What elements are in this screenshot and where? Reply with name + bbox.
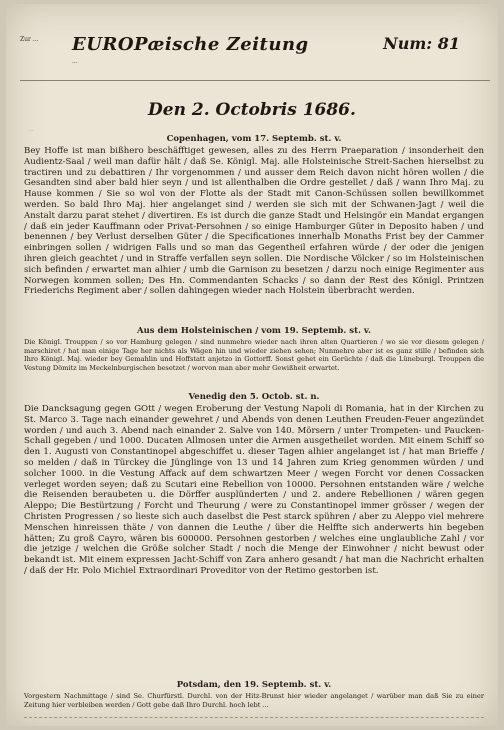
article-dateline: Aus dem Holsteinischen / vom 19. Septemb. st. v.	[137, 326, 371, 336]
issue-number: Num: 81	[383, 34, 460, 53]
article-copenhagen	[24, 134, 484, 297]
article-potsdam	[24, 680, 484, 709]
page-edge-rule	[24, 717, 484, 718]
newspaper-title: EUROPæische Zeitung	[72, 34, 309, 55]
article-text: Vorgestern Nachmittage / sind Se. Churfürstl. Durchl. von der Hitz-Brunst hier wieder angelanget / warüber man daß Sie zu einer Zeitung hier verbleiben werden / Gott gebe daß Ihro Durchl. hoch lebt ...	[24, 692, 484, 709]
article-text: Bey Hoffe ist man bißhero beschäfftiget gewesen, alles zu des Herrn Praeparation / insonderheit den Audientz-Saal / weil man dafür hält / daß Se. Königl. Maj. alle Holsteinische Streit-Sachen hierselbst zu tractiren und zu debattiren / Ihr vorgenommen / und ausser dem Reich davon nicht hören wollen / die Gesandten sind aber bald hier seyn / und ist allenthalben die Ordre gestellet / daß / wann Ihro Maj. zu Hause kommen / Sie so wol von der Flotte als der Stadt mit Canon-Schüssen sollen bewillkommet werden. So bald Ihro Maj. hier angelanget sind / werden sie sich mit der Schwanen-Jagt / weil die Anstalt darzu parat stehet / divertiren. Es ist durch die ganze Stadt und Helsingör ein Mandat ergangen / daß ein jeder Kauffmann oder Privat-Persohnen / so einige Hamburger Güter in Deposito haben / und benennen / bey Verlust derselben Güter / die Specificationes innerhalb Monaths Frist bey der Cammer einbringen sollen / widrigen Falls und so man das Gegentheil erfahren würde / der oder die jenigen ihren gleich geachtet / und in Straffe verfallen seyn sollen. Die Nordische Völcker / so im Holsteinischen sich befinden / erwartet man alhier / umb die Garnison zu besetzen / darzu noch einige Regimenter aus Norwegen kommen sollen; Des Hn. Commendanten Schacks / so dann der Rest des Königl. Printzen Friederichs Regiment aber / sollen dahingegen wieder nach Holstein überbracht werden.	[24, 146, 484, 297]
masthead-subline: ...	[72, 58, 78, 65]
article-dateline: Potsdam, den 19. Septemb. st. v.	[176, 680, 332, 690]
newspaper-page	[6, 4, 498, 726]
article-dateline: Copenhagen, vom 17. Septemb. st. v.	[166, 134, 342, 144]
article-venice	[24, 392, 484, 577]
article-text: Die Dancksagung gegen GOtt / wegen Eroberung der Vestung Napoli di Romania, hat in der Kirchen zu St. Marco 3. Tage nach einander gewehret / und Abends von denen Leuthen Freuden-Feuer angezündet worden / und auch 3. Abend nach einander 2. Salve von 140. Mörsern / unter Trompeten- und Paucken-Schall gegeben / und 1000. Ducaten Allmosen unter die Armen ausgetheilet worden. Mit einem Schiff so den 1. Augusti von Constantinopel abgeschiffet u. dieser Tagen alhier angelanget ist / hat man Brieffe / so melden / daß in Türckey die Jünglinge von 13 und 14 Jahren zum Krieg genommen würden / und solcher 1000. in die Vestung Affack auf dem schwartzen Meer / wegen Forcht vor denen Cossacken verleget worden seyen; daß zu Scutari eine Rebellion von 10000. Persohnen entstanden wäre / welche die Reisenden beraubeten u. die Dörffer ausplünderten / und 2. andere Rebellionen / wären gegen Aleppo; Die Bestürtzung / Forcht und Theurung / were zu Constantinopel immer grösser / wegen der Christen Progressen / so lieste sich auch daselbst die Pest starck spühren / aber zu Aleppo viel mehrere Menschen hinreissen thäte / von dannen die Leuthe / über die Helffte sich anderwerts hin begeben hätten; Zu groß Cayro, wären bis 600000. Persohnen gestorben / welches eine unglaubliche Zahl / vor die jetzige / welchen die Größe solcher Stadt / noch die Menge der Einwohner / nicht bewust oder bekandt ist. Mit einem expressen Jacht-Schiff von Zara anhero gesandt / hat man die Nachricht erhalten / daß der Hr. Polo Michiel Extraordinari Proveditor von der Retimo gestorben ist.	[24, 404, 484, 576]
article-dateline: Venedig den 5. Octob. st. n.	[188, 392, 320, 402]
masthead	[20, 34, 490, 81]
masthead-left-text: Zur ...	[20, 36, 39, 43]
issue-date: Den 2. Octobris 1686.	[148, 100, 356, 120]
bleed-through-text: ...	[28, 126, 34, 133]
article-text: Die Königl. Trouppen / so vor Hamburg gelegen / sind nunmehro wieder nach ihren alten Quartieren / wo sie vor diesem gelegen / marschiret / hat man einige Tage her nichts als Wägen hin und wieder ziehen sehen; Nunmehro aber ist es ganz stille / befinden sich Ihro Königl. Maj. wieder bey Gemahlin und Hoffstatt anjetzo in Gottorff. Sonst gehet ein Gerüchte / daß die Lüneburgl. Trouppen die Vestung Dömitz im Meckelnburgischen besetzet / worvon man aber mehr Gewißheit erwartet.	[24, 338, 484, 373]
article-holstein	[24, 326, 484, 373]
